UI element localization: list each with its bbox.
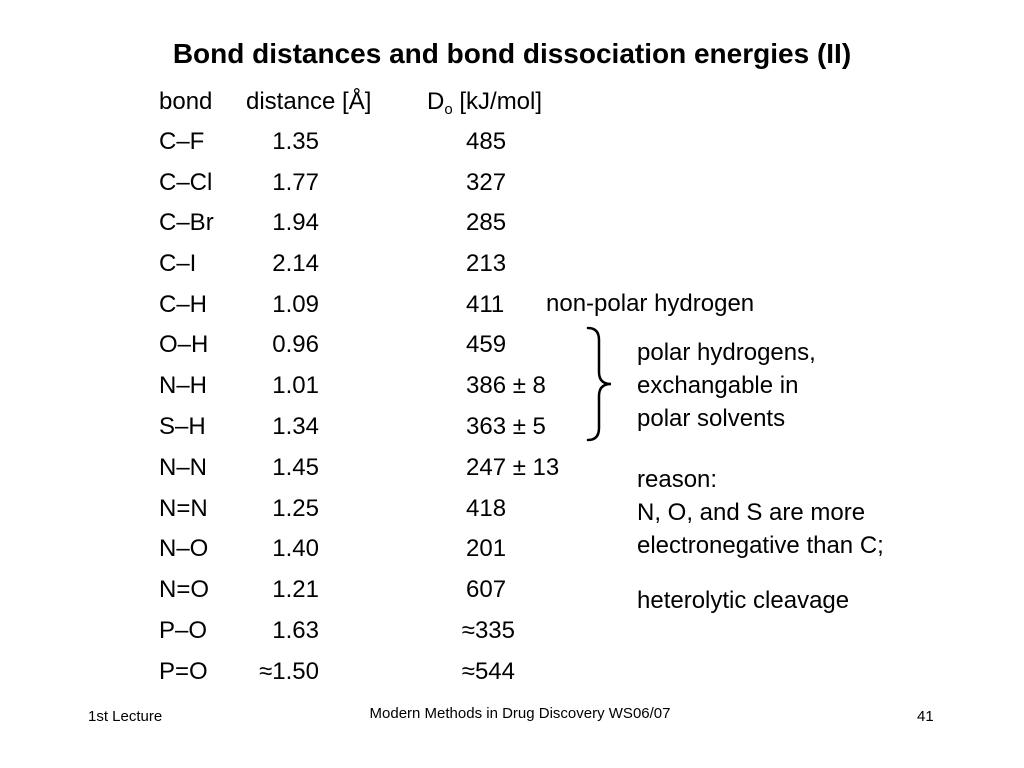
note-reason (637, 463, 884, 562)
footer-course: Modern Methods in Drug Discovery WS06/07 (369, 705, 671, 722)
row-energy: 247 ± 13 (466, 454, 560, 481)
row-bond: N–N (159, 454, 208, 481)
row-bond: N=N (159, 495, 208, 522)
row-energy: 213 (466, 250, 507, 277)
header-energy-subscript: o (444, 101, 453, 118)
note-heterolytic-cleavage: heterolytic cleavage (637, 587, 850, 614)
curly-brace-icon (585, 326, 625, 442)
note-line: reason: (637, 466, 718, 493)
row-energy: 363 ± 5 (466, 413, 546, 440)
row-distance: 1.94 (272, 209, 319, 236)
row-energy: 327 (466, 169, 507, 196)
row-energy: 485 (466, 128, 507, 155)
row-energy: ≈335 (461, 617, 515, 644)
row-distance: 1.40 (272, 535, 319, 562)
note-line: polar hydrogens, (637, 339, 816, 366)
row-energy: 386 ± 8 (466, 372, 546, 399)
header-energy-unit: [kJ/mol] (452, 88, 543, 115)
row-distance: 1.09 (272, 291, 319, 318)
note-line: polar solvents (637, 405, 786, 432)
row-bond: C–Br (159, 209, 214, 236)
row-distance: 2.14 (272, 250, 319, 277)
row-bond: N–H (159, 372, 208, 399)
row-bond: C–H (159, 291, 208, 318)
row-distance: 1.63 (272, 617, 319, 644)
row-energy: 459 (466, 331, 507, 358)
row-distance: ≈1.50 (259, 658, 319, 685)
row-bond: N=O (159, 576, 210, 603)
row-bond: C–I (159, 250, 197, 277)
row-distance: 1.34 (272, 413, 319, 440)
row-distance: 1.21 (272, 576, 319, 603)
row-bond: S–H (159, 413, 206, 440)
row-energy: 285 (466, 209, 507, 236)
row-bond: C–F (159, 128, 205, 155)
row-distance: 1.35 (272, 128, 319, 155)
header-energy (427, 88, 542, 124)
row-bond: O–H (159, 331, 209, 358)
note-polar-hydrogens (637, 336, 816, 435)
row-bond: C–Cl (159, 169, 213, 196)
row-bond: P–O (159, 617, 208, 644)
row-energy: ≈544 (461, 658, 515, 685)
row-energy: 201 (466, 535, 507, 562)
row-distance: 1.77 (272, 169, 319, 196)
footer-page-number: 41 (917, 708, 934, 725)
row-distance: 1.01 (272, 372, 319, 399)
header-distance: distance [Å] (246, 88, 372, 115)
note-line: exchangable in (637, 372, 799, 399)
note-line: electronegative than C; (637, 532, 884, 559)
header-energy-symbol: D (427, 88, 445, 115)
footer-lecture: 1st Lecture (88, 708, 163, 725)
row-distance: 1.25 (272, 495, 319, 522)
note-line: N, O, and S are more (637, 499, 866, 526)
row-distance: 0.96 (272, 331, 319, 358)
row-energy: 411 (466, 291, 505, 318)
row-distance: 1.45 (272, 454, 319, 481)
slide-title: Bond distances and bond dissociation energies (II) (172, 38, 852, 69)
row-bond: N–O (159, 535, 209, 562)
note-nonpolar-hydrogen: non-polar hydrogen (546, 290, 755, 317)
row-energy: 418 (466, 495, 507, 522)
row-energy: 607 (466, 576, 507, 603)
row-bond: P=O (159, 658, 208, 685)
header-bond: bond (159, 88, 213, 115)
